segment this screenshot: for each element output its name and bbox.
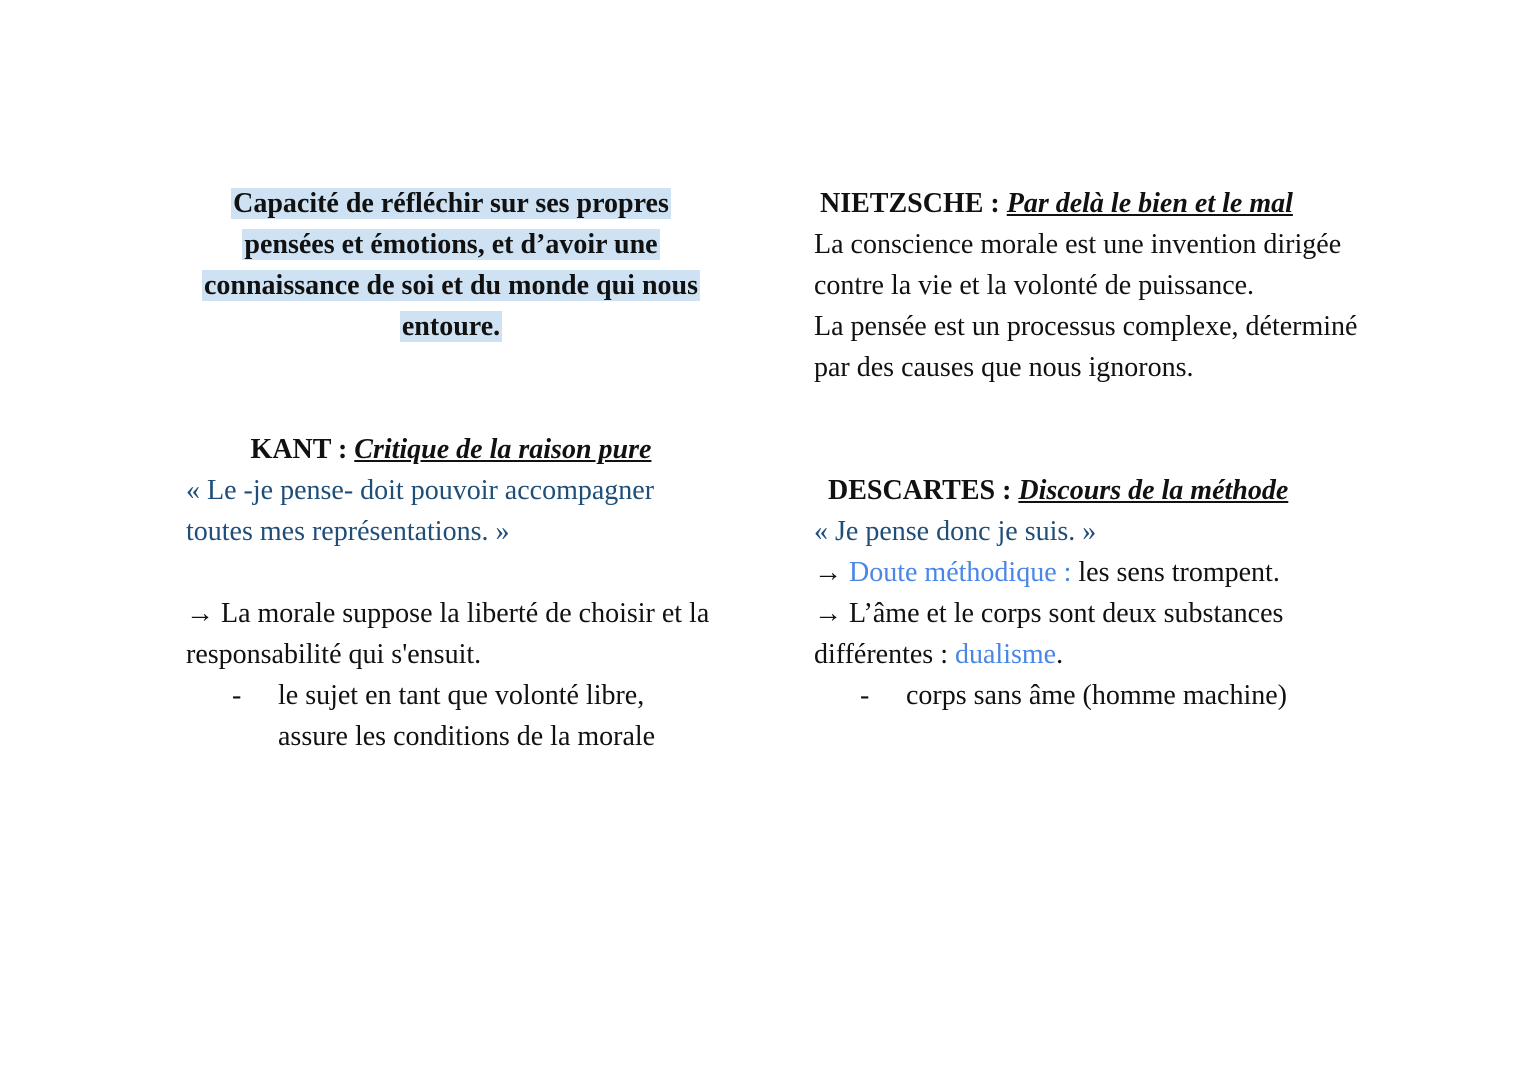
doute-label: Doute méthodique :: [849, 557, 1072, 588]
kant-bullet: [186, 675, 716, 757]
kant-work-title: Critique de la raison pure: [354, 434, 652, 465]
bullet-dash: -: [860, 680, 870, 711]
descartes-work-title: Discours de la méthode: [1018, 475, 1289, 506]
doute-rest: les sens trompent.: [1078, 557, 1280, 588]
kant-quote: « Le -je pense- doit pouvoir accompagner toutes mes représentations. »: [186, 475, 655, 547]
left-column: [186, 183, 716, 757]
nietzsche-work-title: Par delà le bien et le mal: [1006, 188, 1293, 219]
right-column: [814, 183, 1374, 716]
ame-end: .: [1056, 639, 1064, 670]
descartes-ame-line: [814, 593, 1374, 675]
kant-morale-text: → La morale suppose la liberté de choisir et la responsabilité qui s'ensuit.: [186, 598, 710, 670]
descartes-author: DESCARTES :: [828, 475, 1012, 506]
definition-text: Capacité de réfléchir sur ses propres pensées et émotions, et d’avoir une connaissance de soi et du monde qui nous entoure.: [203, 188, 698, 342]
descartes-heading: [814, 470, 1374, 511]
nietzsche-heading: [814, 183, 1374, 224]
descartes-bullet-text: corps sans âme (homme machine): [906, 680, 1287, 711]
ame-text: → L’âme et le corps sont deux substances différentes :: [814, 598, 1284, 670]
nietzsche-author: NIETZSCHE :: [820, 188, 1000, 219]
descartes-quote: « Je pense donc je suis. »: [814, 516, 1097, 547]
kant-heading: [186, 429, 716, 470]
ame-term: dualisme: [954, 639, 1057, 670]
nietzsche-line-1: La conscience morale est une invention dirigée contre la vie et la volonté de puissance.: [814, 229, 1342, 301]
kant-bullet-text: le sujet en tant que volonté libre, assure les conditions de la morale: [278, 680, 656, 752]
kant-author: KANT :: [250, 434, 348, 465]
nietzsche-line-2: La pensée est un processus complexe, déterminé par des causes que nous ignorons.: [814, 311, 1358, 383]
doute-arrow: →: [814, 557, 842, 588]
definition-block: [186, 183, 716, 347]
descartes-bullet: [814, 675, 1374, 716]
bullet-dash: -: [232, 680, 242, 711]
descartes-doute-line: [814, 552, 1374, 593]
